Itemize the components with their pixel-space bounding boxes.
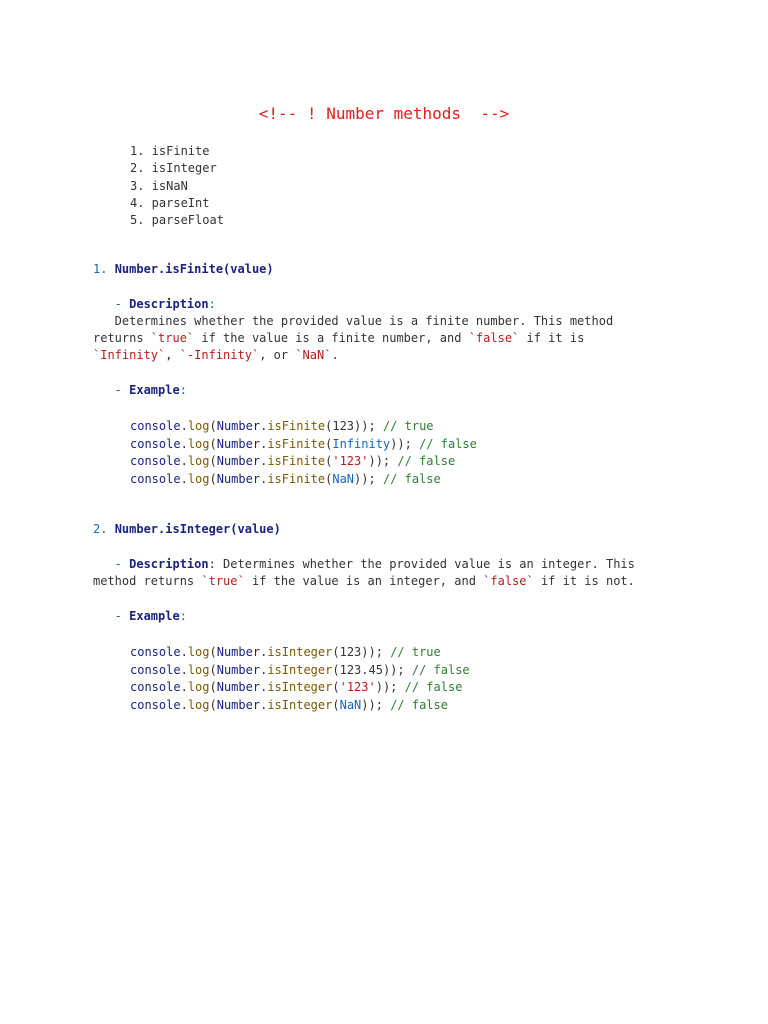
code-token: isFinite	[267, 419, 326, 433]
code-token: log	[187, 436, 210, 451]
code-token: isFinite	[267, 471, 326, 486]
code-token: // false	[419, 436, 477, 451]
text-run: , or	[259, 348, 296, 362]
code-line	[130, 662, 470, 680]
code-token: NaN	[332, 471, 355, 486]
section-2-number: 2.	[93, 522, 108, 536]
code-token: log	[187, 680, 210, 695]
section-2-example-label: - Example:	[93, 609, 187, 623]
code-token: Number	[216, 680, 261, 695]
code-line	[130, 436, 477, 454]
code-token: (	[209, 436, 217, 451]
code-token: Infinity	[332, 436, 391, 451]
code-token: (	[325, 419, 333, 433]
code-token: (	[325, 454, 333, 469]
inline-code: `false`	[468, 331, 520, 345]
code-token: // false	[404, 680, 463, 695]
code-line	[130, 679, 470, 697]
code-token: Number	[216, 454, 261, 469]
code-token: (	[209, 471, 217, 486]
code-token: .	[180, 454, 188, 469]
code-token: ));	[354, 419, 383, 433]
toc-item-isnan: 3. isNaN	[130, 178, 188, 193]
code-token: '123'	[339, 680, 376, 695]
code-token: isInteger	[267, 645, 333, 659]
code-token: .	[260, 471, 268, 486]
code-token: .	[180, 662, 188, 677]
code-token: Number	[216, 697, 261, 712]
code-token: ));	[375, 680, 405, 695]
code-token: Number	[216, 645, 261, 659]
code-token: // true	[382, 419, 434, 433]
section-1-heading	[93, 262, 274, 276]
code-line	[130, 471, 477, 489]
inline-code: `true`	[150, 331, 195, 345]
code-token: log	[187, 645, 210, 659]
section-1-description-line-2	[93, 331, 584, 345]
code-token: ));	[368, 454, 398, 469]
section-2-heading	[93, 522, 281, 536]
code-token: console	[130, 454, 181, 469]
code-token: log	[187, 697, 210, 712]
code-token: // false	[382, 471, 441, 486]
section-1-description-line-1: Determines whether the provided value is a finite number. This method	[93, 314, 614, 328]
section-1-title: Number.isFinite(value)	[114, 262, 274, 276]
section-1-description-line-3	[93, 348, 339, 362]
toc-item-parsefloat: 5. parseFloat	[130, 213, 224, 228]
code-token: isInteger	[267, 680, 333, 695]
section-2-code-block	[130, 644, 470, 714]
code-token: (	[209, 454, 217, 469]
text-run: method returns	[93, 574, 202, 588]
code-token: Number	[216, 662, 261, 677]
text-run: if it is not.	[533, 574, 635, 588]
code-token: .	[180, 680, 188, 695]
inline-code: `NaN`	[295, 348, 332, 362]
code-token: (	[332, 662, 340, 677]
section-1-number: 1.	[93, 262, 108, 276]
code-token: .	[260, 419, 268, 433]
code-token: ));	[361, 697, 391, 712]
page-title: <!-- ! Number methods -->	[258, 104, 510, 123]
code-token: Number	[216, 436, 261, 451]
code-token: .	[260, 436, 268, 451]
code-token: .	[260, 662, 268, 677]
table-of-contents	[130, 143, 224, 229]
code-token: (	[332, 680, 340, 695]
code-token: log	[187, 419, 210, 433]
code-token: // true	[390, 645, 441, 659]
code-token: // false	[397, 454, 456, 469]
text-run: if the value is an integer, and	[244, 574, 484, 588]
code-line	[130, 697, 470, 715]
code-token: .	[180, 471, 188, 486]
code-token: log	[187, 454, 210, 469]
code-token: (	[325, 436, 333, 451]
code-token: console	[130, 471, 181, 486]
code-token: console	[130, 645, 181, 659]
code-token: isInteger	[267, 697, 333, 712]
code-token: (	[209, 419, 217, 433]
toc-item-isinteger: 2. isInteger	[130, 161, 217, 176]
text-run: ,	[165, 348, 180, 362]
code-token: .	[260, 645, 268, 659]
inline-code: `true`	[201, 574, 245, 588]
code-token: ));	[390, 436, 420, 451]
code-token: // false	[390, 697, 448, 712]
code-token: isFinite	[267, 454, 326, 469]
code-token: // false	[411, 662, 470, 677]
code-token: (	[209, 680, 217, 695]
code-token: 123	[339, 645, 362, 659]
code-token: 123.45	[339, 662, 383, 677]
section-2-title: Number.isInteger(value)	[114, 522, 281, 536]
text-run: if it is	[519, 331, 585, 345]
code-token: log	[187, 662, 210, 677]
code-line	[130, 453, 477, 471]
code-token: log	[187, 471, 210, 486]
code-line	[130, 644, 470, 662]
code-token: ));	[361, 645, 391, 659]
code-token: (	[209, 662, 217, 677]
code-token: .	[180, 419, 188, 433]
code-token: console	[130, 662, 181, 677]
inline-code: `-Infinity`	[179, 348, 260, 362]
text-run: if the value is a finite number, and	[194, 331, 469, 345]
code-token: console	[130, 419, 181, 433]
code-token: Number	[216, 419, 261, 433]
code-token: isFinite	[267, 436, 326, 451]
section-2-description-line-2	[93, 574, 635, 588]
toc-item-parseint: 4. parseInt	[130, 195, 210, 210]
code-token: Number	[216, 471, 261, 486]
code-token: (	[209, 645, 217, 659]
code-token: .	[260, 680, 268, 695]
code-token: console	[130, 697, 181, 712]
code-token: NaN	[339, 697, 362, 712]
section-2-description-line-1: - Description: Determines whether the provided value is an integer. This	[93, 557, 635, 571]
text-run: .	[331, 348, 339, 362]
code-token: .	[180, 436, 188, 451]
section-1-code-block	[130, 418, 477, 488]
code-token: .	[260, 454, 268, 469]
code-token: .	[260, 697, 268, 712]
section-1-description-label: - Description:	[93, 297, 216, 311]
code-token: isInteger	[267, 662, 333, 677]
code-token: (	[209, 697, 217, 712]
code-token: (	[325, 471, 333, 486]
code-token: ));	[354, 471, 383, 486]
code-token: ));	[382, 662, 412, 677]
code-token: (	[332, 697, 340, 712]
code-token: 123	[332, 419, 355, 433]
code-line	[130, 418, 477, 436]
code-token: .	[180, 697, 188, 712]
code-token: '123'	[332, 454, 369, 469]
code-token: console	[130, 436, 181, 451]
inline-code: `false`	[483, 574, 534, 588]
section-1-example-label: - Example:	[93, 383, 187, 397]
code-token: console	[130, 680, 181, 695]
code-token: .	[180, 645, 188, 659]
inline-code: `Infinity`	[93, 348, 166, 362]
code-token: (	[332, 645, 340, 659]
toc-item-isfinite: 1. isFinite	[130, 144, 210, 158]
text-run: returns	[93, 331, 151, 345]
